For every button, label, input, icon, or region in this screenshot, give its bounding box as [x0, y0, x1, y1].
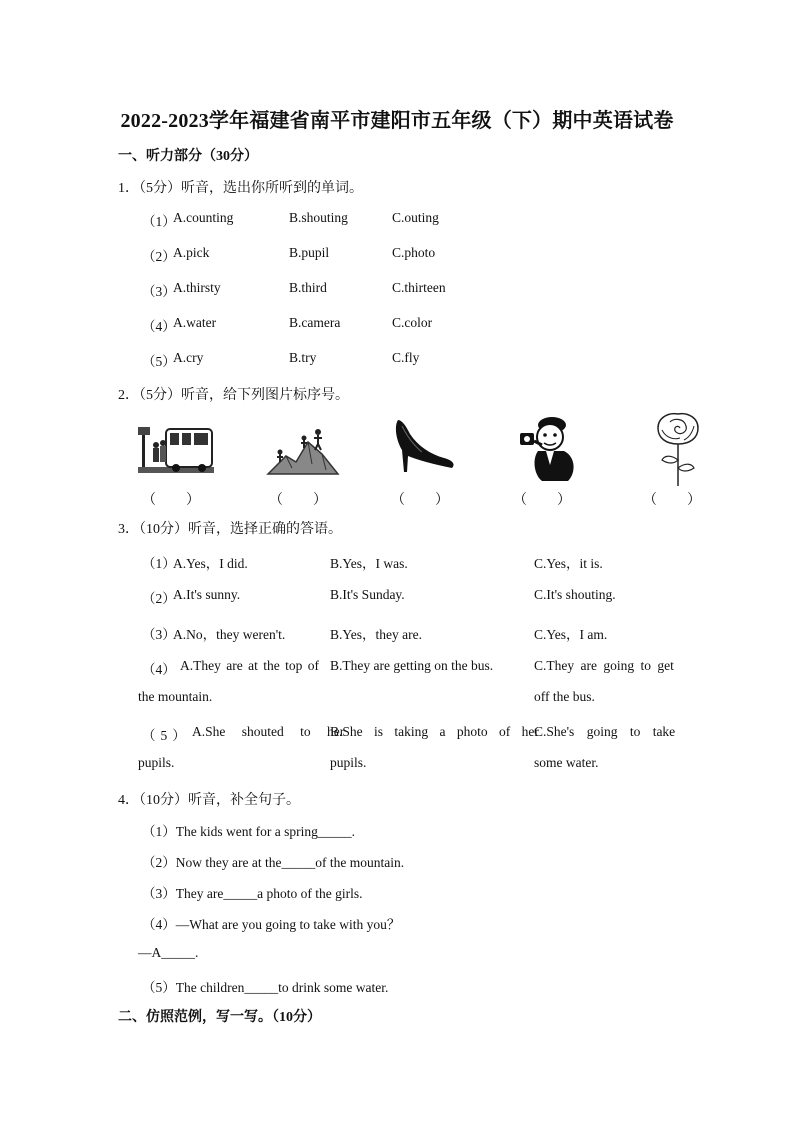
answer-blank-3[interactable]: （ ）	[391, 493, 449, 508]
q3-item-4-b: B.They are getting on the bus.	[330, 658, 494, 673]
q3-item-1-a: A.Yes，I did.	[173, 556, 248, 571]
q1-item-4-a: A.water	[173, 315, 217, 330]
q3-item-2-a: A.It's sunny.	[173, 587, 241, 602]
q1-item-1-b: B.shouting	[289, 210, 348, 225]
q4-line-4-answer: —A_____.	[138, 945, 199, 960]
q3-item-4-a-line1: A.They are at the top of	[180, 658, 319, 673]
q3-item-5-a-line2: pupils.	[138, 755, 175, 770]
q1-item-1-num: （1）	[142, 214, 176, 229]
q4-line-2: （2）Now they are at the_____of the mountain.	[142, 855, 405, 870]
q3-item-3-b: B.Yes，they are.	[330, 627, 422, 642]
q3-item-4-a-line2: the mountain.	[138, 689, 213, 704]
q1-item-4-num: （4）	[142, 319, 176, 334]
q1-item-5-num: （5）	[142, 354, 176, 369]
q3-item-4-c-line1: C.They are going to get	[534, 658, 674, 673]
answer-blank-5[interactable]: （ ）	[643, 493, 701, 508]
q1-stem: 1．（5分）听音，选出你所听到的单词。	[118, 181, 363, 196]
q3-item-1-b: B.Yes，I was.	[330, 556, 408, 571]
photographer-icon	[518, 413, 582, 485]
section1-heading: 一、听力部分（30分）	[118, 149, 258, 164]
q1-item-5-a: A.cry	[173, 350, 204, 365]
rose-icon	[650, 408, 706, 488]
answer-blank-2[interactable]: （ ）	[269, 493, 327, 508]
q3-item-1-c: C.Yes，it is.	[534, 556, 603, 571]
q1-item-3-num: （3）	[142, 284, 176, 299]
q4-line-5: （5）The children_____to drink some water.	[142, 980, 389, 995]
q1-item-3-a: A.thirsty	[173, 280, 221, 295]
q1-item-5-b: B.try	[289, 350, 317, 365]
q3-item-2-b: B.It's Sunday.	[330, 587, 405, 602]
q3-item-1-num: （1）	[142, 556, 176, 571]
q1-item-3-b: B.third	[289, 280, 327, 295]
q3-item-3-a: A.No，they weren't.	[173, 627, 286, 642]
q3-stem: 3．（10分）听音，选择正确的答语。	[118, 522, 342, 537]
q3-item-5-b-line2: pupils.	[330, 755, 367, 770]
q1-item-2-b: B.pupil	[289, 245, 330, 260]
q3-item-4-num: （4）	[142, 662, 176, 677]
q3-item-3-num: （3）	[142, 627, 176, 642]
q4-stem: 4．（10分）听音，补全句子。	[118, 793, 300, 808]
answer-blank-1[interactable]: （ ）	[142, 493, 200, 508]
q1-item-2-a: A.pick	[173, 245, 210, 260]
q1-item-1-c: C.outing	[392, 210, 439, 225]
q1-item-4-c: C.color	[392, 315, 433, 330]
q4-line-1: （1）The kids went for a spring_____.	[142, 824, 355, 839]
q4-line-4: （4）—What are you going to take with you？	[142, 917, 401, 932]
page-title: 2022-2023学年福建省南平市建阳市五年级（下）期中英语试卷	[120, 110, 674, 132]
high-heel-shoe-icon	[392, 416, 456, 474]
q1-item-2-c: C.photo	[392, 245, 436, 260]
q3-item-5-b-line1: B.She is taking a photo of her	[330, 724, 539, 739]
bus-stop-icon	[138, 423, 214, 475]
mountain-climbers-icon	[266, 424, 340, 476]
q3-item-2-num: （2）	[142, 591, 176, 606]
q3-item-4-c-line2: off the bus.	[534, 689, 595, 704]
q3-item-3-c: C.Yes，I am.	[534, 627, 608, 642]
section2-heading: 二、仿照范例，写一写。（10分）	[118, 1010, 321, 1025]
q3-item-2-c: C.It's shouting.	[534, 587, 616, 602]
q4-line-3: （3）They are_____a photo of the girls.	[142, 886, 363, 901]
q3-item-5-a-line1: A.She shouted to her	[192, 724, 345, 739]
q3-item-5-num: （5）	[142, 728, 191, 743]
q1-item-1-a: A.counting	[173, 210, 234, 225]
answer-blank-4[interactable]: （ ）	[513, 493, 571, 508]
q3-item-5-c-line1: C.She's going to take	[534, 724, 676, 739]
q1-item-2-num: （2）	[142, 249, 176, 264]
q3-item-5-c-line2: some water.	[534, 755, 599, 770]
q1-item-3-c: C.thirteen	[392, 280, 446, 295]
q2-stem: 2．（5分）听音，给下列图片标序号。	[118, 388, 349, 403]
q1-item-5-c: C.fly	[392, 350, 420, 365]
q1-item-4-b: B.camera	[289, 315, 341, 330]
